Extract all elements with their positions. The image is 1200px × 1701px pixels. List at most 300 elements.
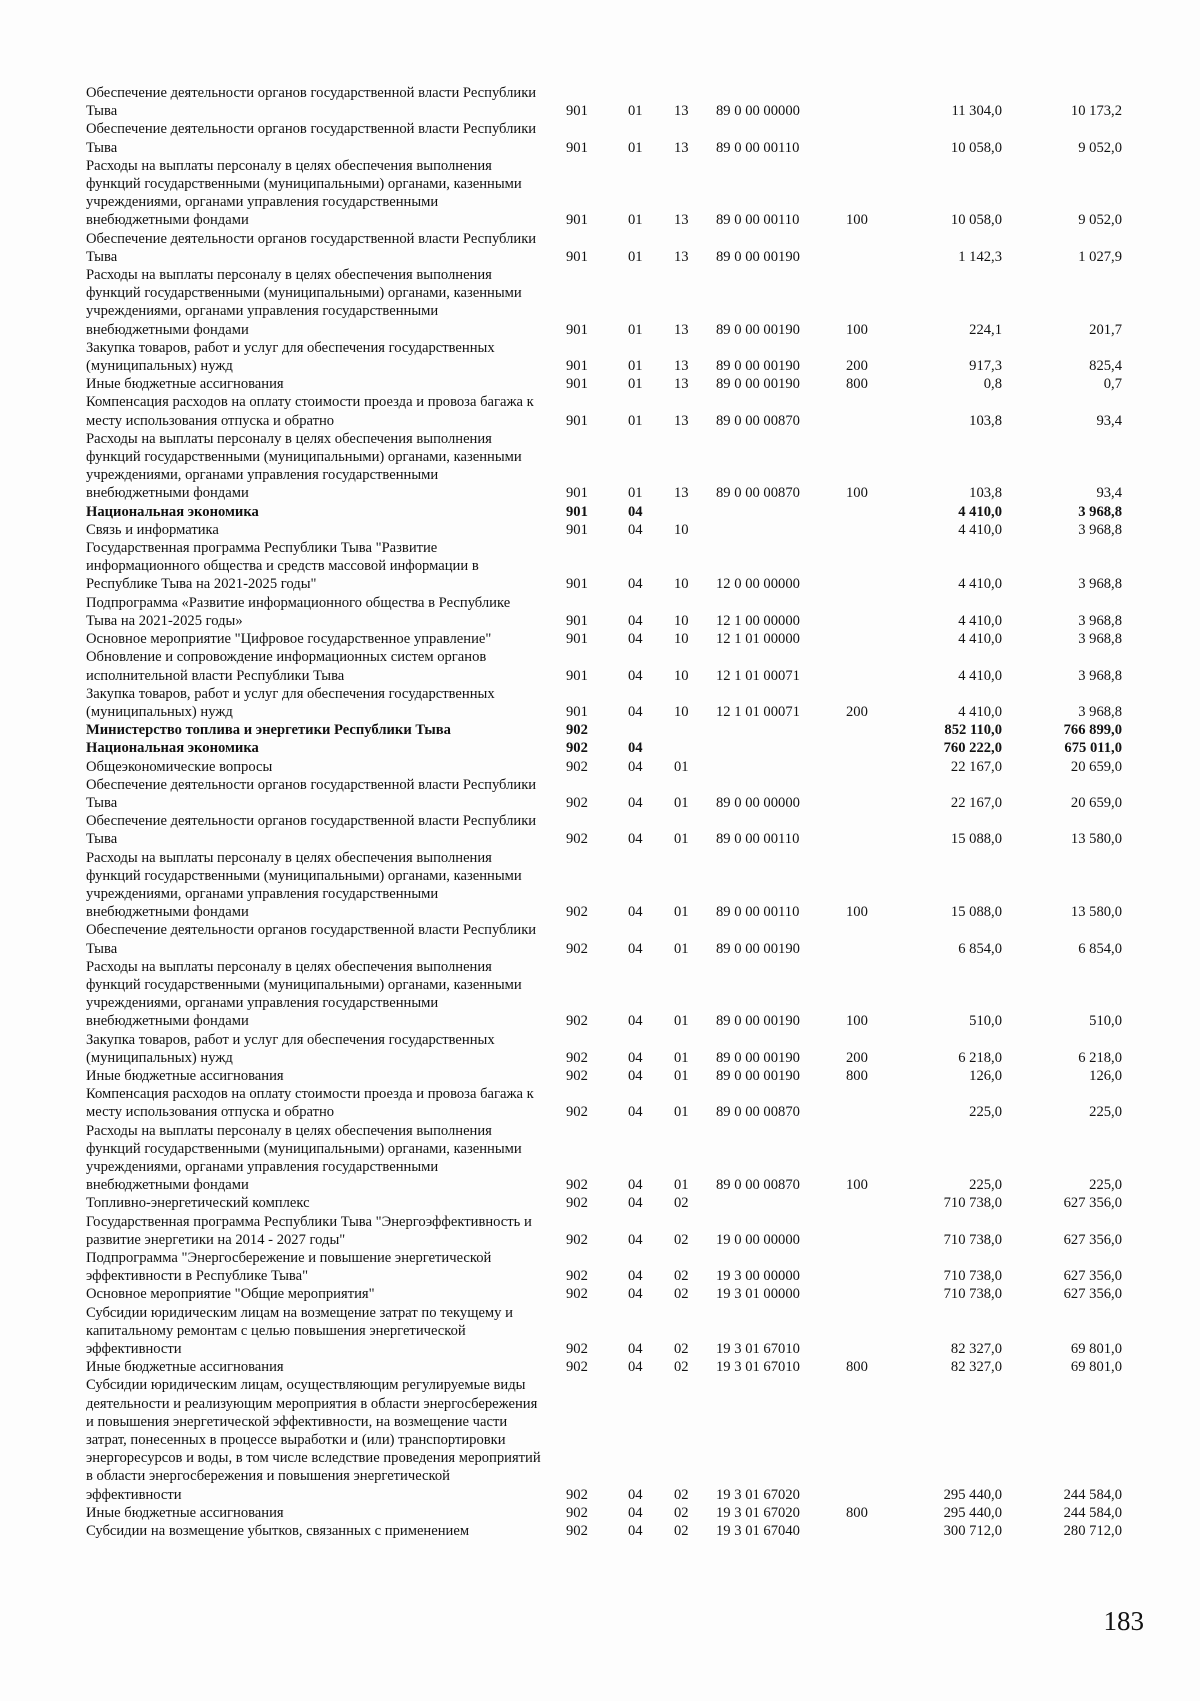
table-row xyxy=(86,1122,1136,1195)
amount-year-2: 69 801,0 xyxy=(1070,1359,1122,1376)
amount-year-1: 852 110,0 xyxy=(944,722,1002,739)
ministry-code: 902 xyxy=(566,1177,588,1194)
section-code: 04 xyxy=(628,1177,643,1194)
ministry-code: 902 xyxy=(566,1013,588,1030)
expense-type-code xyxy=(842,393,896,429)
target-item-code xyxy=(716,721,842,739)
table-row xyxy=(86,812,1136,848)
amount-year-2: 244 584,0 xyxy=(1063,1504,1122,1521)
amount-year-2: 20 659,0 xyxy=(1070,758,1122,775)
amount-year-2: 13 580,0 xyxy=(1070,904,1122,921)
table-row xyxy=(86,1285,1136,1303)
subsection-code: 01 xyxy=(674,1049,689,1066)
section-code: 04 xyxy=(628,1195,643,1212)
target-item-code: 12 1 01 00000 xyxy=(716,631,800,648)
ministry-code: 902 xyxy=(566,1104,588,1121)
section-code: 04 xyxy=(628,631,643,648)
page-number: 183 xyxy=(1103,1606,1144,1636)
row-name: Обеспечение деятельности органов государственной власти Республики Тыва xyxy=(86,813,537,848)
section-code: 04 xyxy=(628,794,643,811)
expense-type-code: 800 xyxy=(846,1067,868,1084)
row-name: Расходы на выплаты персоналу в целях обеспечения выполнения функций государственными (муниципальными) органами, казенными учреждениями, органами управления государственными внебюджетными фондами xyxy=(86,849,522,921)
row-name: Обеспечение деятельности органов государственной власти Республики Тыва xyxy=(86,230,537,265)
ministry-code: 902 xyxy=(566,904,588,921)
row-name: Топливно-энергетический комплекс xyxy=(86,1195,310,1212)
amount-year-1: 15 088,0 xyxy=(950,831,1002,848)
table-row xyxy=(86,393,1136,429)
expense-type-code: 800 xyxy=(846,376,868,393)
amount-year-1: 4 410,0 xyxy=(958,667,1002,684)
ministry-code: 901 xyxy=(566,521,588,538)
target-item-code xyxy=(716,503,842,521)
row-name: Связь и информатика xyxy=(86,521,219,538)
row-name: Обеспечение деятельности органов государственной власти Республики Тыва xyxy=(86,121,537,156)
expense-type-code: 200 xyxy=(846,358,868,375)
target-item-code: 89 0 00 00110 xyxy=(716,212,800,229)
table-row xyxy=(86,1376,1136,1503)
target-item-code xyxy=(716,739,842,757)
table-row xyxy=(86,758,1136,776)
amount-year-2: 766 899,0 xyxy=(1063,722,1122,739)
row-name: Субсидии юридическим лицам на возмещение затрат по текущему и капитальному ремонтам с целью повышения энергетической эффективности xyxy=(86,1304,513,1358)
subsection-code: 01 xyxy=(674,1104,689,1121)
target-item-code: 19 3 01 00000 xyxy=(716,1286,800,1303)
subsection-code: 10 xyxy=(674,667,689,684)
amount-year-2: 627 356,0 xyxy=(1063,1286,1122,1303)
amount-year-1: 295 440,0 xyxy=(943,1486,1002,1503)
ministry-code: 902 xyxy=(566,1049,588,1066)
amount-year-2: 825,4 xyxy=(1089,358,1122,375)
target-item-code: 19 3 01 67040 xyxy=(716,1523,800,1540)
amount-year-1: 6 218,0 xyxy=(958,1049,1002,1066)
section-code: 04 xyxy=(628,1286,643,1303)
ministry-code: 902 xyxy=(566,1359,588,1376)
row-name: Субсидии юридическим лицам, осуществляющим регулируемые виды деятельности и реализующим мероприятия в области энергосбережения и повышения энергетической эффективности, на возмещение части затрат, понесенных в процессе выработки и (или) транспортировки энергоресурсов и воды, в том числе вследствие проведения мероприятий в области энергосбережения и повышения энергетической эффективности xyxy=(86,1377,541,1503)
subsection-code: 01 xyxy=(674,794,689,811)
expense-type-code xyxy=(842,1213,896,1249)
table-row xyxy=(86,84,1136,120)
section-code: 04 xyxy=(628,576,643,593)
subsection-code: 02 xyxy=(674,1341,689,1358)
section-code: 01 xyxy=(628,321,643,338)
subsection-code: 02 xyxy=(674,1268,689,1285)
amount-year-1: 917,3 xyxy=(969,358,1002,375)
target-item-code: 19 3 00 00000 xyxy=(716,1268,800,1285)
amount-year-1: 4 410,0 xyxy=(958,612,1002,629)
ministry-code: 901 xyxy=(566,248,588,265)
amount-year-2: 3 968,8 xyxy=(1078,667,1122,684)
section-code: 01 xyxy=(628,248,643,265)
table-row xyxy=(86,1504,1136,1522)
table-row xyxy=(86,503,1136,521)
target-item-code: 12 1 01 00071 xyxy=(716,703,800,720)
table-row xyxy=(86,230,1136,266)
table-row xyxy=(86,721,1136,739)
expense-type-code xyxy=(842,648,896,684)
expense-type-code: 800 xyxy=(846,1359,868,1376)
expense-type-code xyxy=(842,1249,896,1285)
section-code: 01 xyxy=(628,485,643,502)
amount-year-2: 9 052,0 xyxy=(1078,212,1122,229)
amount-year-2: 13 580,0 xyxy=(1070,831,1122,848)
target-item-code: 89 0 00 00870 xyxy=(716,412,800,429)
expense-type-code xyxy=(842,721,896,739)
section-code: 04 xyxy=(628,740,643,757)
subsection-code: 13 xyxy=(674,376,689,393)
ministry-code: 901 xyxy=(566,139,588,156)
section-code: 04 xyxy=(628,612,643,629)
expense-type-code: 800 xyxy=(846,1504,868,1521)
target-item-code: 19 3 01 67020 xyxy=(716,1504,800,1521)
ministry-code: 902 xyxy=(566,1195,588,1212)
ministry-code: 901 xyxy=(566,667,588,684)
section-code: 04 xyxy=(628,503,643,520)
section-code: 01 xyxy=(628,412,643,429)
amount-year-1: 6 854,0 xyxy=(958,940,1002,957)
table-row xyxy=(86,1031,1136,1067)
amount-year-2: 0,7 xyxy=(1103,376,1122,393)
amount-year-2: 627 356,0 xyxy=(1063,1195,1122,1212)
amount-year-2: 10 173,2 xyxy=(1070,103,1122,120)
table-row xyxy=(86,1249,1136,1285)
row-name: Обновление и сопровождение информационных систем органов исполнительной власти Республики Тыва xyxy=(86,649,487,684)
section-code: 01 xyxy=(628,212,643,229)
amount-year-1: 10 058,0 xyxy=(950,212,1002,229)
expense-type-code xyxy=(842,758,896,776)
target-item-code: 89 0 00 00190 xyxy=(716,376,800,393)
target-item-code: 89 0 00 00870 xyxy=(716,1177,800,1194)
section-code: 04 xyxy=(628,1341,643,1358)
subsection-code: 01 xyxy=(674,1013,689,1030)
amount-year-1: 4 410,0 xyxy=(958,503,1002,520)
amount-year-1: 11 304,0 xyxy=(951,103,1002,120)
target-item-code xyxy=(716,521,842,539)
subsection-code: 01 xyxy=(674,904,689,921)
ministry-code: 901 xyxy=(566,103,588,120)
section-code: 04 xyxy=(628,758,643,775)
ministry-code: 902 xyxy=(566,831,588,848)
expense-type-code xyxy=(842,630,896,648)
row-name: Государственная программа Республики Тыва "Развитие информационного общества и средств массовой информации в Республике Тыва на 2021-2025 годы" xyxy=(86,540,479,593)
expense-type-code xyxy=(842,539,896,594)
row-name: Субсидии на возмещение убытков, связанных с применением xyxy=(86,1523,470,1540)
target-item-code: 89 0 00 00190 xyxy=(716,1067,800,1084)
section-code: 01 xyxy=(628,103,643,120)
target-item-code: 89 0 00 00000 xyxy=(716,794,800,811)
row-name: Расходы на выплаты персоналу в целях обеспечения выполнения функций государственными (муниципальными) органами, казенными учреждениями, органами управления государственными внебюджетными фондами xyxy=(86,157,522,229)
table-row xyxy=(86,1358,1136,1376)
amount-year-1: 510,0 xyxy=(969,1013,1002,1030)
amount-year-1: 82 327,0 xyxy=(950,1359,1002,1376)
row-name: Иные бюджетные ассигнования xyxy=(86,1359,284,1376)
table-row xyxy=(86,776,1136,812)
ministry-code: 902 xyxy=(566,1486,588,1503)
row-name: Расходы на выплаты персоналу в целях обеспечения выполнения функций государственными (муниципальными) органами, казенными учреждениями, органами управления государственными внебюджетными фондами xyxy=(86,430,522,502)
section-code: 04 xyxy=(628,904,643,921)
target-item-code: 89 0 00 00190 xyxy=(716,1013,800,1030)
amount-year-2: 3 968,8 xyxy=(1078,631,1122,648)
target-item-code: 19 3 01 67020 xyxy=(716,1486,800,1503)
table-row xyxy=(86,1067,1136,1085)
target-item-code xyxy=(716,758,842,776)
subsection-code: 13 xyxy=(674,485,689,502)
amount-year-1: 4 410,0 xyxy=(958,703,1002,720)
target-item-code: 19 0 00 00000 xyxy=(716,1231,800,1248)
target-item-code: 89 0 00 00190 xyxy=(716,358,800,375)
amount-year-1: 710 738,0 xyxy=(943,1231,1002,1248)
amount-year-1: 22 167,0 xyxy=(950,758,1002,775)
ministry-code: 901 xyxy=(566,412,588,429)
amount-year-2: 93,4 xyxy=(1096,485,1122,502)
row-name: Подпрограмма «Развитие информационного общества в Республике Тыва на 2021-2025 годы» xyxy=(86,594,511,629)
table-row xyxy=(86,849,1136,922)
table-row xyxy=(86,1522,1136,1540)
row-name: Иные бюджетные ассигнования xyxy=(86,1504,284,1521)
ministry-code: 902 xyxy=(566,1231,588,1248)
section-code: 04 xyxy=(628,1231,643,1248)
row-name: Расходы на выплаты персоналу в целях обеспечения выполнения функций государственными (муниципальными) органами, казенными учреждениями, органами управления государственными внебюджетными фондами xyxy=(86,1122,522,1194)
amount-year-2: 280 712,0 xyxy=(1063,1523,1122,1540)
expense-type-code: 100 xyxy=(846,904,868,921)
table-row xyxy=(86,539,1136,594)
row-name: Национальная экономика xyxy=(86,503,259,520)
amount-year-2: 3 968,8 xyxy=(1078,703,1122,720)
subsection-code: 10 xyxy=(674,576,689,593)
subsection-code: 01 xyxy=(674,1067,689,1084)
expense-type-code xyxy=(842,120,896,156)
amount-year-1: 103,8 xyxy=(969,412,1002,429)
row-name: Закупка товаров, работ и услуг для обеспечения государственных (муниципальных) нужд xyxy=(86,339,495,375)
expense-type-code xyxy=(842,1194,896,1212)
subsection-code: 13 xyxy=(674,139,689,156)
amount-year-1: 300 712,0 xyxy=(943,1523,1002,1540)
ministry-code: 901 xyxy=(566,485,588,502)
ministry-code: 902 xyxy=(566,1504,588,1521)
ministry-code: 902 xyxy=(566,1286,588,1303)
section-code: 04 xyxy=(628,1523,643,1540)
amount-year-1: 103,8 xyxy=(969,485,1002,502)
ministry-code: 901 xyxy=(566,631,588,648)
amount-year-2: 225,0 xyxy=(1089,1177,1122,1194)
target-item-code: 89 0 00 00000 xyxy=(716,103,800,120)
expense-type-code: 100 xyxy=(846,1013,868,1030)
row-name: Иные бюджетные ассигнования xyxy=(86,376,284,393)
expense-type-code: 100 xyxy=(846,485,868,502)
amount-year-2: 3 968,8 xyxy=(1078,576,1122,593)
expense-type-code xyxy=(842,1285,896,1303)
target-item-code: 12 1 00 00000 xyxy=(716,612,800,629)
amount-year-1: 0,8 xyxy=(983,376,1002,393)
expense-type-code xyxy=(842,521,896,539)
subsection-code: 13 xyxy=(674,103,689,120)
row-name: Иные бюджетные ассигнования xyxy=(86,1067,284,1084)
table-row xyxy=(86,1085,1136,1121)
ministry-code: 902 xyxy=(566,794,588,811)
amount-year-1: 225,0 xyxy=(969,1177,1002,1194)
amount-year-1: 22 167,0 xyxy=(950,794,1002,811)
table-row xyxy=(86,120,1136,156)
row-name: Основное мероприятие "Общие мероприятия" xyxy=(86,1286,375,1303)
ministry-code: 902 xyxy=(566,1067,588,1084)
row-name: Компенсация расходов на оплату стоимости проезда и провоза багажа к месту использования отпуска и обратно xyxy=(86,1086,534,1121)
amount-year-1: 760 222,0 xyxy=(943,740,1002,757)
ministry-code: 902 xyxy=(566,940,588,957)
table-row xyxy=(86,1213,1136,1249)
table-row xyxy=(86,739,1136,757)
section-code: 04 xyxy=(628,703,643,720)
amount-year-2: 126,0 xyxy=(1089,1067,1122,1084)
amount-year-2: 3 968,8 xyxy=(1078,503,1122,520)
expense-type-code xyxy=(842,1522,896,1540)
expense-type-code xyxy=(842,921,896,957)
ministry-code: 902 xyxy=(566,722,588,739)
section-code: 04 xyxy=(628,1104,643,1121)
target-item-code: 89 0 00 00110 xyxy=(716,904,800,921)
subsection-code: 13 xyxy=(674,212,689,229)
expense-type-code xyxy=(842,812,896,848)
subsection-code: 02 xyxy=(674,1286,689,1303)
subsection-code: 02 xyxy=(674,1504,689,1521)
target-item-code: 89 0 00 00110 xyxy=(716,139,800,156)
amount-year-1: 710 738,0 xyxy=(943,1268,1002,1285)
expense-type-code xyxy=(842,1376,896,1503)
amount-year-2: 6 854,0 xyxy=(1078,940,1122,957)
subsection-code: 02 xyxy=(674,1359,689,1376)
row-name: Подпрограмма "Энергосбережение и повышение энергетической эффективности в Республике Тыва" xyxy=(86,1250,492,1285)
table-row xyxy=(86,921,1136,957)
amount-year-2: 627 356,0 xyxy=(1063,1231,1122,1248)
subsection-code: 10 xyxy=(674,703,689,720)
section-code: 04 xyxy=(628,521,643,538)
row-name: Национальная экономика xyxy=(86,740,259,757)
row-name: Расходы на выплаты персоналу в целях обеспечения выполнения функций государственными (муниципальными) органами, казенными учреждениями, органами управления государственными внебюджетными фондами xyxy=(86,958,522,1030)
subsection-code: 01 xyxy=(674,831,689,848)
ministry-code: 901 xyxy=(566,321,588,338)
expense-type-code xyxy=(842,594,896,630)
table-row xyxy=(86,157,1136,230)
section-code: 04 xyxy=(628,1067,643,1084)
expense-type-code: 200 xyxy=(846,703,868,720)
row-name: Обеспечение деятельности органов государственной власти Республики Тыва xyxy=(86,85,537,120)
ministry-code: 901 xyxy=(566,703,588,720)
ministry-code: 901 xyxy=(566,503,588,520)
ministry-code: 902 xyxy=(566,1268,588,1285)
section-code: 01 xyxy=(628,139,643,156)
table-row xyxy=(86,1194,1136,1212)
table-row xyxy=(86,685,1136,721)
subsection-code: 02 xyxy=(674,1486,689,1503)
expense-type-code: 100 xyxy=(846,321,868,338)
subsection-code: 01 xyxy=(674,1177,689,1194)
target-item-code: 89 0 00 00870 xyxy=(716,1104,800,1121)
expense-type-code xyxy=(842,1085,896,1121)
amount-year-2: 93,4 xyxy=(1096,412,1122,429)
row-name: Закупка товаров, работ и услуг для обеспечения государственных (муниципальных) нужд xyxy=(86,685,495,720)
row-name: Министерство топлива и энергетики Республики Тыва xyxy=(86,722,451,739)
expense-type-code xyxy=(842,84,896,120)
amount-year-1: 710 738,0 xyxy=(943,1286,1002,1303)
row-name: Компенсация расходов на оплату стоимости проезда и провоза багажа к месту использования отпуска и обратно xyxy=(86,394,534,429)
amount-year-2: 3 968,8 xyxy=(1078,521,1122,538)
target-item-code: 19 3 01 67010 xyxy=(716,1341,800,1358)
amount-year-2: 9 052,0 xyxy=(1078,139,1122,156)
ministry-code: 902 xyxy=(566,758,588,775)
row-name: Основное мероприятие "Цифровое государственное управление" xyxy=(86,631,492,648)
section-code: 04 xyxy=(628,1049,643,1066)
expense-type-code xyxy=(842,503,896,521)
subsection-code: 13 xyxy=(674,358,689,375)
table-row xyxy=(86,648,1136,684)
table-row xyxy=(86,339,1136,375)
section-code xyxy=(624,721,670,739)
amount-year-1: 82 327,0 xyxy=(950,1341,1002,1358)
expense-type-code xyxy=(842,1304,896,1359)
table-row xyxy=(86,630,1136,648)
expense-type-code xyxy=(842,776,896,812)
section-code: 01 xyxy=(628,358,643,375)
ministry-code: 901 xyxy=(566,358,588,375)
section-code: 04 xyxy=(628,1359,643,1376)
amount-year-2: 1 027,9 xyxy=(1078,248,1122,265)
target-item-code: 89 0 00 00190 xyxy=(716,321,800,338)
target-item-code: 19 3 01 67010 xyxy=(716,1359,800,1376)
amount-year-1: 1 142,3 xyxy=(958,248,1002,265)
subsection-code: 02 xyxy=(674,1523,689,1540)
expense-type-code: 100 xyxy=(846,212,868,229)
row-name: Обеспечение деятельности органов государственной власти Республики Тыва xyxy=(86,922,537,957)
subsection-code: 13 xyxy=(674,412,689,429)
section-code: 04 xyxy=(628,831,643,848)
row-name: Закупка товаров, работ и услуг для обеспечения государственных (муниципальных) нужд xyxy=(86,1031,495,1066)
ministry-code: 901 xyxy=(566,576,588,593)
amount-year-2: 6 218,0 xyxy=(1078,1049,1122,1066)
subsection-code: 13 xyxy=(674,248,689,265)
row-name: Расходы на выплаты персоналу в целях обеспечения выполнения функций государственными (муниципальными) органами, казенными учреждениями, органами управления государственными внебюджетными фондами xyxy=(86,267,522,338)
expense-type-code xyxy=(842,739,896,757)
section-code: 04 xyxy=(628,1486,643,1503)
target-item-code: 89 0 00 00190 xyxy=(716,940,800,957)
target-item-code: 89 0 00 00110 xyxy=(716,831,800,848)
section-code: 04 xyxy=(628,1268,643,1285)
amount-year-2: 3 968,8 xyxy=(1078,612,1122,629)
table-row xyxy=(86,958,1136,1031)
amount-year-2: 69 801,0 xyxy=(1070,1341,1122,1358)
amount-year-1: 4 410,0 xyxy=(958,521,1002,538)
expense-type-code xyxy=(842,230,896,266)
ministry-code: 901 xyxy=(566,612,588,629)
section-code: 04 xyxy=(628,940,643,957)
target-item-code: 12 1 01 00071 xyxy=(716,667,800,684)
row-name: Общеэкономические вопросы xyxy=(86,758,273,775)
ministry-code: 902 xyxy=(566,1341,588,1358)
subsection-code: 10 xyxy=(674,631,689,648)
amount-year-2: 510,0 xyxy=(1089,1013,1122,1030)
subsection-code: 01 xyxy=(674,758,689,775)
amount-year-1: 295 440,0 xyxy=(943,1504,1002,1521)
section-code: 04 xyxy=(628,1013,643,1030)
subsection-code xyxy=(670,739,716,757)
row-name: Государственная программа Республики Тыва "Энергоэффективность и развитие энергетики на 2014 - 2027 годы" xyxy=(86,1213,532,1248)
table-row xyxy=(86,521,1136,539)
expense-type-code: 100 xyxy=(846,1177,868,1194)
subsection-code: 13 xyxy=(674,321,689,338)
table-row xyxy=(86,430,1136,503)
expense-type-code: 200 xyxy=(846,1049,868,1066)
subsection-code: 02 xyxy=(674,1231,689,1248)
amount-year-1: 10 058,0 xyxy=(950,139,1002,156)
ministry-code: 902 xyxy=(566,740,588,757)
subsection-code xyxy=(670,503,716,521)
